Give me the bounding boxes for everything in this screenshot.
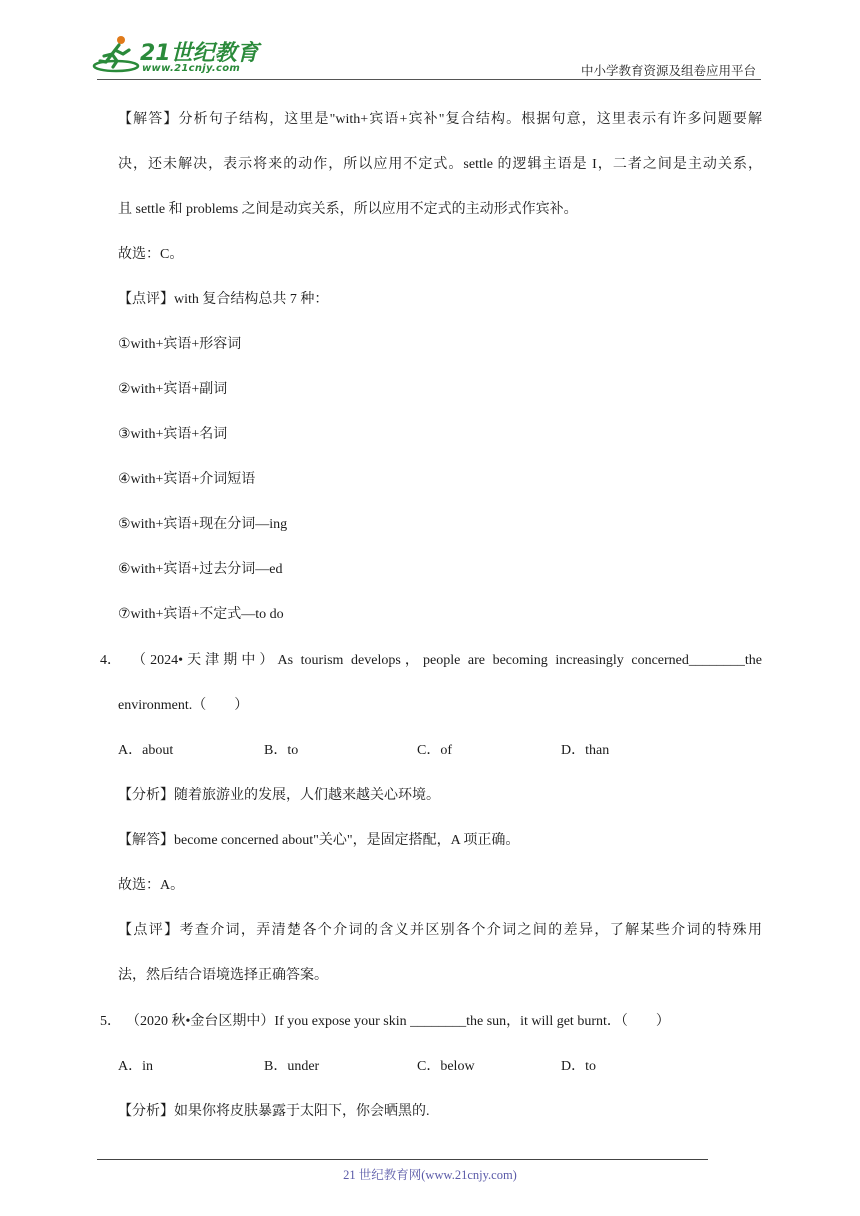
- q5-option-d[interactable]: D．to: [561, 1059, 596, 1074]
- q5-stem: （2020 秋•金台区期中）If you expose your skin ________the sun，it will get burnt．（ ）: [126, 1014, 670, 1029]
- q4-option-c[interactable]: C．of: [417, 743, 452, 758]
- q3-choice: 故选：C。: [118, 247, 184, 262]
- q3-answer-line-1: 【解答】分析句子结构，这里是"with+宾语+宾补"复合结构。根据句意，这里表示有许多问题要解: [118, 112, 762, 127]
- q5-option-c[interactable]: C．below: [417, 1059, 475, 1074]
- q4-comment-line-1: 【点评】考查介词，弄清楚各个介词的含义并区别各个介词之间的差异，了解某些介词的特殊用: [118, 923, 762, 938]
- logo-url: www.21cnjy.com: [142, 63, 241, 74]
- footer-link[interactable]: 21 世纪教育网(www.21cnjy.com): [343, 1168, 517, 1182]
- q5-number: 5．: [100, 1014, 121, 1029]
- q4-comment-line-2: 法，然后结合语境选择正确答案。: [118, 968, 328, 983]
- q4-number: 4．: [100, 653, 121, 668]
- with-structure-item: ⑤with+宾语+现在分词—ing: [118, 517, 288, 532]
- runner-logo-icon: [92, 34, 144, 74]
- q5-option-a[interactable]: A．in: [118, 1059, 153, 1074]
- header-divider: [97, 79, 761, 80]
- q3-answer-line-3: 且 settle 和 problems 之间是动宾关系，所以应用不定式的主动形式作宾补。: [118, 202, 578, 217]
- q3-answer-line-2: 决，还未解决，表示将来的动作，所以应用不定式。settle 的逻辑主语是 I，二者之间是主动关系，: [118, 157, 762, 172]
- q4-option-b[interactable]: B．to: [264, 743, 299, 758]
- header-tagline: 中小学教育资源及组卷应用平台: [580, 63, 756, 78]
- with-structure-item: ①with+宾语+形容词: [118, 337, 242, 352]
- q4-analysis: 【分析】随着旅游业的发展，人们越来越关心环境。: [118, 788, 440, 803]
- q4-choice: 故选：A。: [118, 878, 185, 893]
- q4-answer: 【解答】become concerned about"关心"，是固定搭配，A 项正确。: [118, 833, 520, 848]
- with-structure-item: ⑦with+宾语+不定式—to do: [118, 607, 284, 622]
- q3-comment: 【点评】with 复合结构总共 7 种：: [118, 292, 329, 307]
- footer-divider: [97, 1159, 708, 1160]
- page-header: [0, 0, 860, 82]
- with-structure-item: ②with+宾语+副词: [118, 382, 228, 397]
- with-structure-item: ④with+宾语+介词短语: [118, 472, 256, 487]
- q4-stem: （2024•天津期中）As tourism develops，people are becoming increasingly concerned________the: [132, 653, 762, 668]
- q4-stem-continued: environment.（ ）: [118, 698, 249, 713]
- site-logo[interactable]: [92, 34, 262, 76]
- logo-text: 21世纪教育: [140, 41, 259, 66]
- q5-option-b[interactable]: B．under: [264, 1059, 320, 1074]
- q4-option-d[interactable]: D．than: [561, 743, 610, 758]
- with-structure-item: ③with+宾语+名词: [118, 427, 228, 442]
- q4-option-a[interactable]: A．about: [118, 743, 174, 758]
- with-structure-item: ⑥with+宾语+过去分词—ed: [118, 562, 283, 577]
- q5-analysis: 【分析】如果你将皮肤暴露于太阳下，你会晒黑的.: [118, 1104, 430, 1119]
